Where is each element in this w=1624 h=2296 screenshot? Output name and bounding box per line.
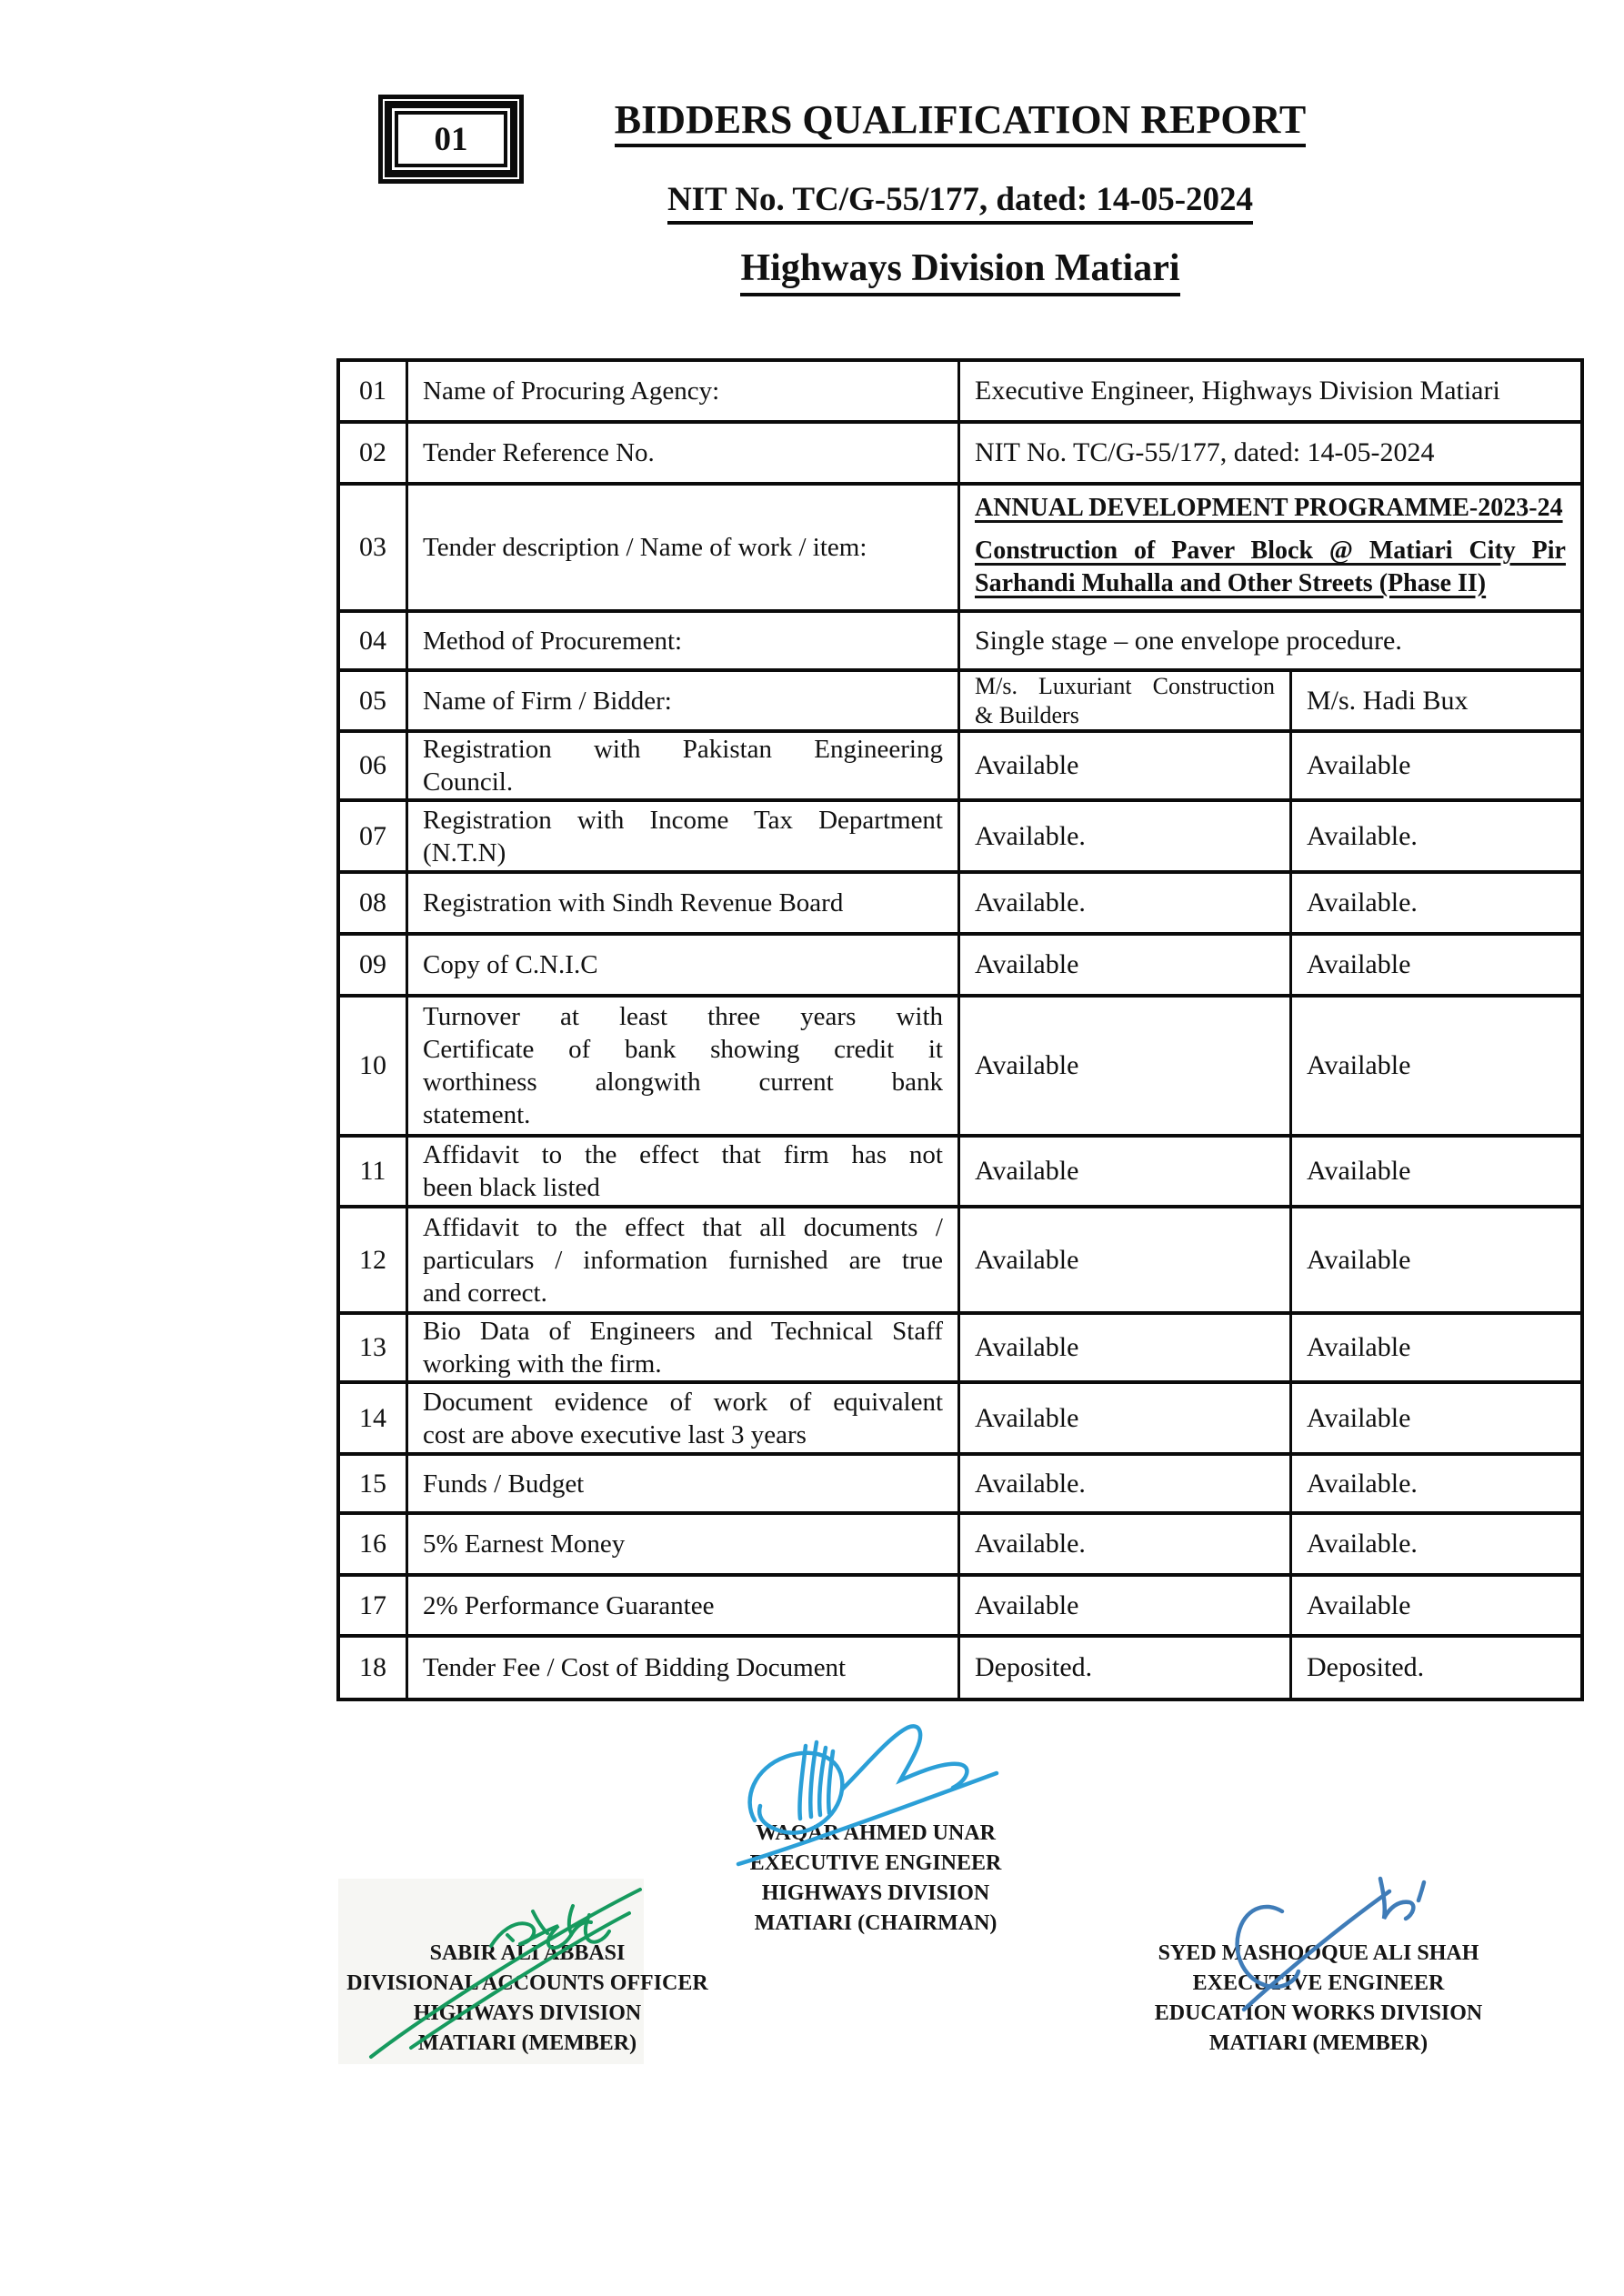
signature-block-member-right (1128, 1939, 1509, 2059)
cell-text-line: Available. (975, 820, 1086, 851)
cell-text-line: Council. (423, 767, 514, 797)
cell-text-line: Single stage – one envelope procedure. (975, 625, 1402, 656)
row-description (406, 362, 957, 420)
table-row-18 (340, 1634, 1580, 1698)
table-row-15 (340, 1452, 1580, 1511)
row-value (957, 936, 1289, 994)
row-value (957, 1456, 1289, 1511)
work-name-line: Construction of Paver Block @ Matiari City Pir (975, 536, 1566, 565)
row-description (406, 1315, 957, 1380)
row-value (1289, 733, 1580, 798)
cell-text-line: Available (975, 1332, 1079, 1362)
row-value (1289, 1315, 1580, 1380)
cell-text-line: Available. (975, 1468, 1086, 1499)
row-description (406, 802, 957, 870)
cell-text-line: Available. (975, 1529, 1086, 1559)
row-description (406, 936, 957, 994)
row-value (957, 1138, 1289, 1205)
table-row-07 (340, 798, 1580, 870)
cell-text-line: Available (975, 1156, 1079, 1186)
row-description (406, 1456, 957, 1511)
cell-text-line: Registration with Income Tax Department (423, 805, 943, 835)
table-row-14 (340, 1380, 1580, 1452)
row-description (406, 1208, 957, 1311)
table-row-02 (340, 420, 1580, 482)
row-number: 05 (359, 685, 386, 716)
table-row-03 (340, 482, 1580, 609)
row-number: 04 (359, 625, 386, 656)
row-value (957, 733, 1289, 798)
row-value (957, 874, 1289, 932)
row-value (957, 1315, 1289, 1380)
work-name-paragraph (975, 535, 1566, 600)
cell-text-line: Available (1307, 750, 1411, 780)
row-value (1289, 936, 1580, 994)
nit-reference: NIT No. TC/G-55/177, dated: 14-05-2024 (667, 180, 1253, 225)
row-value (1289, 874, 1580, 932)
row-number: 16 (359, 1529, 386, 1559)
row-value (957, 1208, 1289, 1311)
row-value (1289, 1638, 1580, 1698)
work-programme-heading: ANNUAL DEVELOPMENT PROGRAMME-2023-24 (975, 494, 1563, 522)
cell-text-line: Deposited. (1307, 1652, 1425, 1682)
cell-text-line: Tender Fee / Cost of Bidding Document (423, 1653, 847, 1682)
signature-block-member-left (346, 1939, 709, 2059)
table-row-13 (340, 1311, 1580, 1380)
cell-text-line: Available (975, 1402, 1079, 1433)
signatory-text-line: WAQAR AHMED UNAR (756, 1821, 996, 1845)
row-description (406, 1577, 957, 1634)
cell-text-line: Available. (1307, 820, 1418, 851)
row-number: 03 (359, 532, 386, 562)
cell-text-line: Copy of C.N.I.C (423, 950, 598, 979)
row-value (1289, 1515, 1580, 1573)
row-number: 08 (359, 887, 386, 917)
row-value (957, 802, 1289, 870)
row-value (1289, 1138, 1580, 1205)
signatory-text-line: DIVISIONAL ACCOUNTS OFFICER (346, 1971, 708, 1995)
cell-text-line: Funds / Budget (423, 1469, 585, 1499)
row-value (957, 1515, 1289, 1573)
cell-text-line: Available (1307, 1589, 1411, 1620)
cell-text-line: cost are above executive last 3 years (423, 1419, 807, 1449)
cell-text-line: Bio Data of Engineers and Technical Staff (423, 1317, 943, 1346)
cell-text-line: Available (1307, 1402, 1411, 1433)
table-row-01 (340, 362, 1580, 420)
row-value (1289, 1208, 1580, 1311)
table-row-05 (340, 668, 1580, 729)
qualification-table (336, 358, 1584, 1701)
cell-text-line: Available (975, 1589, 1079, 1620)
cell-text-line: NIT No. TC/G-55/177, dated: 14-05-2024 (975, 437, 1435, 467)
cell-text-line: 2% Performance Guarantee (423, 1590, 715, 1620)
row-value (1289, 1577, 1580, 1634)
signatory-text-line: EXECUTIVE ENGINEER (749, 1851, 1002, 1875)
table-row-17 (340, 1573, 1580, 1634)
signature-block-chairman (712, 1819, 1039, 1939)
row-number: 18 (359, 1652, 386, 1682)
row-value (957, 672, 1289, 729)
row-description (406, 1515, 957, 1573)
table-row-04 (340, 609, 1580, 668)
work-name-line: Sarhandi Muhalla and Other Streets (Phase II) (975, 569, 1487, 597)
row-number: 17 (359, 1589, 386, 1620)
serial-number: 01 (395, 111, 507, 167)
cell-text-line: (N.T.N) (423, 837, 506, 867)
row-description (406, 613, 957, 668)
cell-text-line: Available. (975, 887, 1086, 917)
cell-text-line: been black listed (423, 1173, 600, 1202)
table-row-12 (340, 1205, 1580, 1311)
row-description (406, 1384, 957, 1452)
cell-text-line: Certificate of bank showing credit it (423, 1035, 943, 1064)
cell-text-line: 5% Earnest Money (423, 1529, 626, 1559)
cell-text-line: Registration with Sindh Revenue Board (423, 888, 844, 917)
signatory-text-line: EXECUTIVE ENGINEER (1192, 1971, 1445, 1995)
report-title: BIDDERS QUALIFICATION REPORT (615, 98, 1306, 147)
row-value (957, 486, 1580, 609)
row-description (406, 1638, 957, 1698)
row-description (406, 874, 957, 932)
cell-text-line: Deposited. (975, 1652, 1093, 1682)
cell-text-line: Available (1307, 949, 1411, 979)
cell-text-line: Available (1307, 1156, 1411, 1186)
row-value (957, 998, 1289, 1134)
table-row-06 (340, 729, 1580, 798)
row-value (1289, 998, 1580, 1134)
cell-text-line: Name of Procuring Agency: (423, 376, 720, 406)
cell-text-line: Available (1307, 1244, 1411, 1275)
row-value (1289, 672, 1580, 729)
signatory-text-line: SABIR ALI ABBASI (429, 1941, 626, 1965)
cell-text-line: Affidavit to the effect that firm has not (423, 1140, 943, 1169)
nit-reference-row (336, 180, 1584, 225)
cell-text-line: Available. (1307, 1529, 1418, 1559)
cell-text-line: Available (1307, 1050, 1411, 1080)
cell-text-line: Affidavit to the effect that all documents / (423, 1212, 943, 1242)
cell-text-line: Executive Engineer, Highways Division Matiari (975, 376, 1500, 406)
cell-text-line: M/s. Luxuriant Construction (975, 672, 1275, 699)
row-value (1289, 1456, 1580, 1511)
row-value (957, 424, 1580, 482)
row-value (1289, 802, 1580, 870)
cell-text-line: Available. (1307, 887, 1418, 917)
cell-text-line: working with the firm. (423, 1349, 662, 1379)
row-value (957, 1638, 1289, 1698)
row-number: 15 (359, 1468, 386, 1499)
row-number: 01 (359, 376, 386, 406)
cell-text-line: Available (1307, 1332, 1411, 1362)
cell-text-line: Available (975, 750, 1079, 780)
row-number: 07 (359, 820, 386, 851)
cell-text-line: Available (975, 1244, 1079, 1275)
cell-text-line: Registration with Pakistan Engineering (423, 735, 943, 764)
cell-text-line: Tender description / Name of work / item: (423, 533, 867, 562)
row-value (957, 1577, 1289, 1634)
division-title: Highways Division Matiari (740, 246, 1179, 296)
signatory-text-line: EDUCATION WORKS DIVISION (1154, 2001, 1483, 2025)
table-row-08 (340, 870, 1580, 932)
cell-text-line: Available (975, 1050, 1079, 1080)
cell-text-line: Method of Procurement: (423, 626, 683, 656)
cell-text-line: Tender Reference No. (423, 438, 655, 467)
document-headings (336, 98, 1584, 296)
row-value (1289, 1384, 1580, 1452)
row-number: 12 (359, 1244, 386, 1275)
row-value (957, 1384, 1289, 1452)
cell-text-line: Available (975, 949, 1079, 979)
cell-text-line: particulars / information furnished are true (423, 1245, 943, 1275)
row-description (406, 424, 957, 482)
row-number: 06 (359, 750, 386, 780)
division-title-row (336, 246, 1584, 296)
row-number: 02 (359, 437, 386, 467)
signatory-text-line: MATIARI (CHAIRMAN) (754, 1911, 997, 1935)
row-number: 10 (359, 1050, 386, 1080)
row-number: 13 (359, 1332, 386, 1362)
cell-text-line: Document evidence of work of equivalent (423, 1387, 943, 1417)
signatory-text-line: MATIARI (MEMBER) (1208, 2031, 1429, 2055)
signatory-text-line: HIGHWAYS DIVISION (761, 1881, 990, 1905)
row-number: 11 (359, 1156, 386, 1186)
cell-text-line: M/s. Hadi Bux (1307, 685, 1469, 716)
signatory-text-line: HIGHWAYS DIVISION (413, 2001, 642, 2025)
row-number: 09 (359, 949, 386, 979)
cell-text-line: and correct. (423, 1278, 547, 1308)
row-value (957, 362, 1580, 420)
cell-text-line: Name of Firm / Bidder: (423, 686, 672, 716)
table-row-11 (340, 1134, 1580, 1205)
cell-text-line: & Builders (975, 701, 1079, 728)
cell-text-line: statement. (423, 1100, 531, 1129)
row-description (406, 733, 957, 798)
row-value (957, 613, 1580, 668)
row-number: 14 (359, 1402, 386, 1433)
table-row-16 (340, 1511, 1580, 1573)
table-row-10 (340, 994, 1580, 1134)
cell-text-line: worthiness alongwith current bank (423, 1068, 943, 1097)
report-title-row (336, 98, 1584, 147)
signatory-text-line: MATIARI (MEMBER) (417, 2031, 637, 2055)
signatory-text-line: SYED MASHOOQUE ALI SHAH (1158, 1941, 1479, 1965)
row-description (406, 672, 957, 729)
cell-text-line: Available. (1307, 1468, 1418, 1499)
table-row-09 (340, 932, 1580, 994)
row-description (406, 486, 957, 609)
row-description (406, 1138, 957, 1205)
row-description (406, 998, 957, 1134)
cell-text-line: Turnover at least three years with (423, 1002, 943, 1031)
